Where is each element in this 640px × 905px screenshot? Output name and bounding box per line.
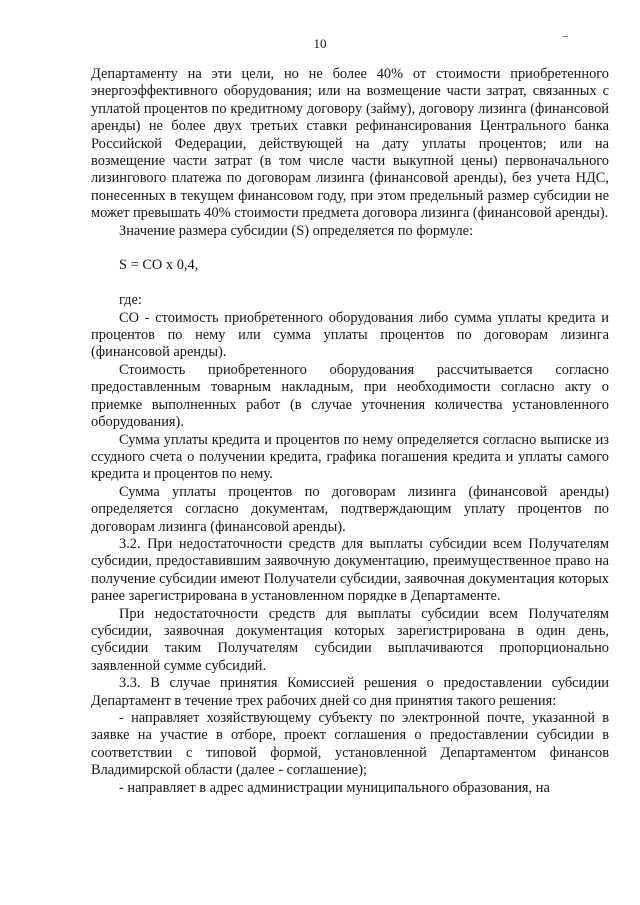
paragraph-3-3: 3.3. В случае принятия Комиссией решения о предоставлении субсидии Департамент в течение трех рабочих дней со дня принятия такого решения: [91, 675, 609, 709]
paragraph-equipment-cost: Стоимость приобретенного оборудования рассчитывается согласно предоставленным товарным накладным, при необходимости согласно акту о приемке выполненных работ (в случае уточнения количества установленного оборудования). [91, 361, 609, 431]
list-item-email: - направляет хозяйствующему субъекту по электронной почте, указанной в заявке на участие в отборе, проект соглашения о предоставлении субсидии в соответствии с типовой формой, установленной Департаментом финансов Владимирской области (далее - соглашение); [91, 710, 609, 779]
page-number: 10 [313, 36, 327, 51]
paragraph-proportional: При недостаточности средств для выплаты субсидии всем Получателям субсидии, заявочная документация которых зарегистрирована в один день, субсидии таким Получателям субсидии выплачиваются пропорционально заявленной сумме субсидий. [91, 605, 609, 674]
scan-mark [562, 36, 568, 37]
spacer [91, 275, 609, 292]
paragraph-where: где: [119, 292, 142, 309]
paragraph-co-definition: CO - стоимость приобретенного оборудования либо сумма уплаты кредита и процентов по нему или сумма уплаты процентов по договорам лизинга (финансовой аренды). [91, 309, 609, 361]
paragraph-continuation: Департаменту на эти цели, но не более 40% от стоимости приобретенного энергоэффективного оборудования; или на возмещение части затрат, связанных с уплатой процентов по кредитному договору (займу), договору лизинга (финансовой аренды) не более двух третьих ставки рефинансирования Центрального банка Российской Федерации, действующей на дату уплаты процентов; или на возмещение части затрат (в том числе части выкупной цены) первоначального лизингового платежа по договорам лизинга (финансовой аренды), без учета НДС, понесенных в текущем финансовом году, при этом предельный размер субсидии не может превышать 40% стоимости предмета договора лизинга (финансовой аренды). [91, 66, 609, 222]
paragraph-3-2: 3.2. При недостаточности средств для выплаты субсидии всем Получателям субсидии, предоставившим заявочную документацию, преимущественное право на получение субсидии имеют Получатели субсидии, заявочная документация которых ранее зарегистрирована в установленном порядке в Департаменте. [91, 535, 609, 605]
list-item-administration: - направляет в адрес администрации муниципального образования, на [119, 779, 550, 796]
paragraph-formula-intro: Значение размера субсидии (S) определяется по формуле: [119, 222, 474, 239]
paragraph-leasing-interest: Сумма уплаты процентов по договорам лизинга (финансовой аренды) определяется согласно документам, подтверждающим уплату процентов по договорам лизинга (финансовой аренды). [91, 483, 609, 535]
formula: S = CO x 0,4, [119, 257, 199, 274]
spacer [91, 240, 609, 257]
body-text [91, 66, 609, 797]
paragraph-credit-payment: Сумма уплаты кредита и процентов по нему определяется согласно выписке из ссудного счета о получении кредита, графика погашения кредита и уплаты самого кредита и процентов по нему. [91, 431, 609, 483]
